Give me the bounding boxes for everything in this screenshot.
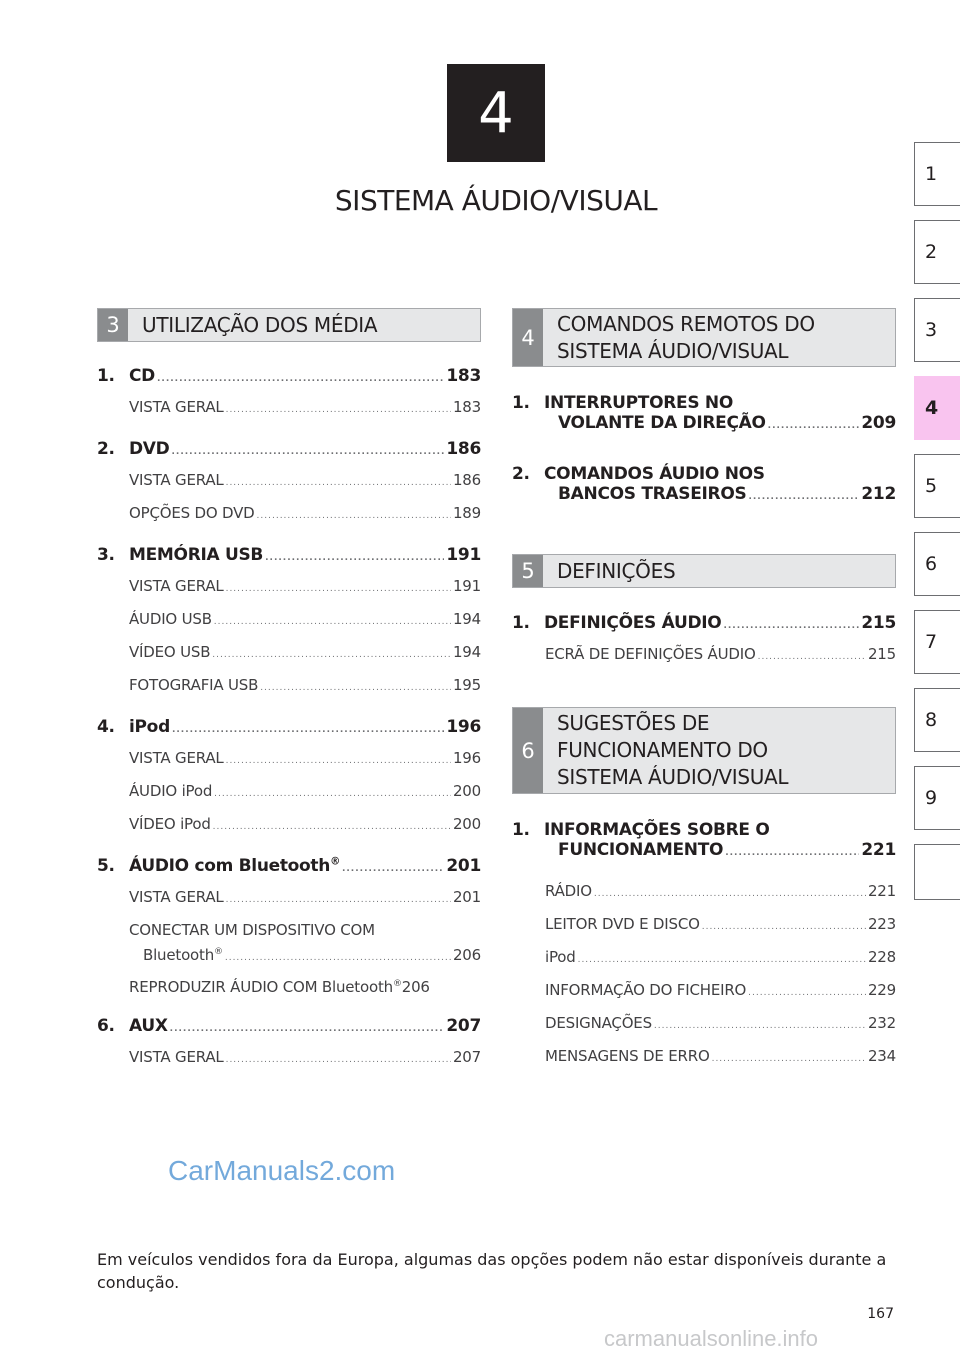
toc-sub-entry[interactable] [97,637,481,670]
leader-dots [170,1024,445,1034]
tab-7[interactable]: 7 [914,610,960,674]
sub-page: 194 [452,610,481,628]
sub-page: 234 [867,1047,896,1065]
leader-dots [226,574,451,604]
sub-title: REPRODUZIR ÁUDIO COM Bluetooth® [129,978,402,996]
entry-title: DVD [129,439,170,459]
leader-dots [172,725,444,735]
entry-title-line1: INTERRUPTORES NO [544,393,733,413]
toc-entry[interactable] [97,545,481,565]
section-6-header [512,707,896,794]
entry-title: CD [129,366,155,386]
entry-number: 5. [97,856,115,876]
watermark-footer: carmanualsonline.info [604,1326,819,1351]
footnote: Em veículos vendidos fora da Europa, algumas das opções podem não estar disponíveis durante a condução. [97,1250,887,1292]
leader-dots [723,621,859,631]
sub-title: MENSAGENS DE ERRO [545,1047,710,1065]
leader-dots [260,673,451,703]
leader-dots [226,1045,451,1075]
sub-title: VÍDEO iPod [129,815,211,833]
leader-dots [226,885,451,915]
leader-dots [768,421,860,431]
chapter-number: 4 [478,80,514,146]
leader-dots [578,945,866,975]
leader-dots [257,501,451,531]
chapter-number-box [447,64,545,162]
entry-page: 191 [446,545,481,565]
section-4-title [543,309,895,366]
leader-dots [214,779,451,809]
leader-dots [758,652,866,662]
entry-title: ÁUDIO com Bluetooth® [129,856,340,876]
toc-sub-entry[interactable] [97,882,481,915]
leader-dots [212,640,451,670]
sub-page: 195 [452,676,481,694]
sub-page: 200 [452,782,481,800]
tab-2[interactable]: 2 [914,220,960,284]
sub-page: 221 [867,882,896,900]
sub-page: 206 [401,978,430,996]
leader-dots [748,492,859,502]
sub-title: VISTA GERAL [129,471,224,489]
registered-mark: ® [392,979,402,989]
toc-entry[interactable] [97,856,481,876]
tab-4[interactable]: 4 [914,376,960,440]
toc-sub-entry-conectar[interactable] [97,919,481,969]
toc-sub-entry-reproduzir[interactable] [97,969,481,1002]
leader-dots [226,746,451,776]
sub-title: iPod [545,948,576,966]
tab-8[interactable]: 8 [914,688,960,752]
entry-title: DEFINIÇÕES ÁUDIO [544,613,722,633]
entry-page: 196 [446,717,481,737]
section-3-list [97,366,481,1075]
toc-entry-definicoes-audio[interactable] [512,613,896,633]
sub-title: DESIGNAÇÕES [545,1014,652,1032]
section-6-title [543,708,895,793]
toc-sub-entry[interactable] [545,876,896,909]
entry-title: iPod [129,717,170,737]
entry-number: 2. [97,439,115,459]
toc-sub-entry[interactable] [97,604,481,637]
leader-dots [712,1044,866,1074]
toc-sub-entry[interactable] [545,942,896,975]
entry-page: 201 [446,856,481,876]
entry-title-line1: COMANDOS ÁUDIO NOS [544,464,765,484]
toc-sub-entry[interactable] [97,465,481,498]
entry-number: 2. [512,464,530,484]
sub-page: 229 [867,981,896,999]
toc-sub-entry[interactable] [97,571,481,604]
sub-page: 215 [867,645,896,663]
section-6-title-line1: SUGESTÕES DE [557,711,710,735]
sub-page: 191 [452,577,481,595]
entry-number: 1. [97,366,115,386]
tab-6[interactable]: 6 [914,532,960,596]
registered-mark: ® [330,856,340,868]
entry-title-line2: BANCOS TRASEIROS [558,484,747,504]
sub-page: 186 [452,471,481,489]
entry-number: 6. [97,1016,115,1036]
entry-page: 212 [861,484,896,504]
section-3-number: 3 [98,309,128,341]
toc-sub-entry[interactable] [97,392,481,425]
tab-9[interactable]: 9 [914,766,960,830]
leader-dots [157,374,444,384]
toc-sub-entry[interactable] [97,498,481,531]
leader-dots [171,447,444,457]
toc-entry[interactable] [97,439,481,459]
leader-dots [748,978,866,1008]
leader-dots [342,864,444,874]
sub-title: VÍDEO USB [129,643,211,661]
toc-sub-entry[interactable] [545,1041,896,1074]
sub-page: 196 [452,749,481,767]
sub-page: 206 [452,946,481,964]
section-4-title-line1: COMANDOS REMOTOS DO [557,311,815,336]
page-number: 167 [867,1306,894,1322]
sub-page: 232 [867,1014,896,1032]
toc-sub-entry[interactable] [97,776,481,809]
sub-title: ECRÃ DE DEFINIÇÕES ÁUDIO [545,645,756,663]
sub-page: 194 [452,643,481,661]
entry-number: 1. [512,820,530,840]
entry-page: 215 [861,613,896,633]
toc-entry[interactable] [97,366,481,386]
section-5-number: 5 [513,555,543,587]
leader-dots [226,395,451,425]
leader-dots [594,879,866,909]
tab-blank[interactable] [914,844,960,900]
toc-entry[interactable] [97,1016,481,1036]
sub-title-line2: Bluetooth® [143,946,223,964]
entry-number: 3. [97,545,115,565]
sub-title: VISTA GERAL [129,398,224,416]
sub-page: 228 [867,948,896,966]
watermark-logo: CarManuals2.com [168,1155,396,1186]
toc-sub-entry[interactable] [97,1042,481,1075]
section-5-header [512,554,896,588]
toc-sub-entry[interactable] [97,743,481,776]
sub-page: 223 [867,915,896,933]
entry-page: 186 [446,439,481,459]
toc-sub-entry[interactable] [545,909,896,942]
tab-1[interactable]: 1 [914,142,960,206]
tab-3[interactable]: 3 [914,298,960,362]
entry-page: 221 [861,840,896,860]
toc-sub-entry[interactable] [97,809,481,842]
sub-title: INFORMAÇÃO DO FICHEIRO [545,981,747,999]
section-4-title-line2: SISTEMA ÁUDIO/VISUAL [557,338,789,363]
section-6-title-line2: FUNCIONAMENTO DO [557,738,768,762]
section-6-title-line3: SISTEMA ÁUDIO/VISUAL [557,765,789,789]
toc-sub-ecra-definicoes[interactable] [545,645,896,663]
section-3-title: UTILIZAÇÃO DOS MÉDIA [142,312,378,337]
section-6-number: 6 [513,708,543,793]
leader-dots [226,468,451,498]
sub-title: FOTOGRAFIA USB [129,676,259,694]
sub-page: 207 [452,1048,481,1066]
leader-dots [225,947,451,969]
entry-title-line2: FUNCIONAMENTO [558,840,724,860]
sub-page: 201 [452,888,481,906]
toc-entry-comandos-audio[interactable] [512,464,896,504]
tab-5[interactable]: 5 [914,454,960,518]
leader-dots [702,912,866,942]
leader-dots [213,812,451,842]
sub-title: VISTA GERAL [129,1048,224,1066]
registered-mark: ® [214,947,223,957]
toc-entry-informacoes[interactable] [512,820,896,860]
entry-page: 207 [446,1016,481,1036]
entry-number: 4. [97,717,115,737]
section-4-number: 4 [513,309,543,366]
sub-title: VISTA GERAL [129,888,224,906]
section-6-sub-list [545,876,896,1074]
entry-title-line2: VOLANTE DA DIREÇÃO [558,413,766,433]
sub-title: RÁDIO [545,882,592,900]
leader-dots [214,607,451,637]
section-3-header [97,308,481,342]
chapter-title: SISTEMA ÁUDIO/VISUAL [334,184,658,217]
section-5-title: DEFINIÇÕES [557,558,676,583]
toc-sub-entry[interactable] [545,975,896,1008]
entry-page: 183 [446,366,481,386]
entry-title: MEMÓRIA USB [129,545,264,565]
entry-number: 1. [512,393,530,413]
sub-page: 189 [452,504,481,522]
toc-entry[interactable] [97,717,481,737]
entry-title: AUX [129,1016,168,1036]
toc-entry-interruptores[interactable] [512,393,896,433]
sub-title-line1: CONECTAR UM DISPOSITIVO COM [129,921,375,939]
sub-title: LEITOR DVD E DISCO [545,915,700,933]
sub-title: ÁUDIO USB [129,610,212,628]
leader-dots [265,553,444,563]
sub-title: VISTA GERAL [129,749,224,767]
entry-title-line1: INFORMAÇÕES SOBRE O [544,820,770,840]
sub-title: ÁUDIO iPod [129,782,213,800]
leader-dots [654,1011,866,1041]
chapter-tabs [914,142,960,914]
sub-page: 200 [452,815,481,833]
leader-dots [725,848,859,858]
entry-number: 1. [512,613,530,633]
sub-title: OPÇÕES DO DVD [129,504,255,522]
section-4-header [512,308,896,367]
sub-page: 183 [452,398,481,416]
sub-title: VISTA GERAL [129,577,224,595]
entry-page: 209 [861,413,896,433]
toc-sub-entry[interactable] [545,1008,896,1041]
toc-sub-entry[interactable] [97,670,481,703]
